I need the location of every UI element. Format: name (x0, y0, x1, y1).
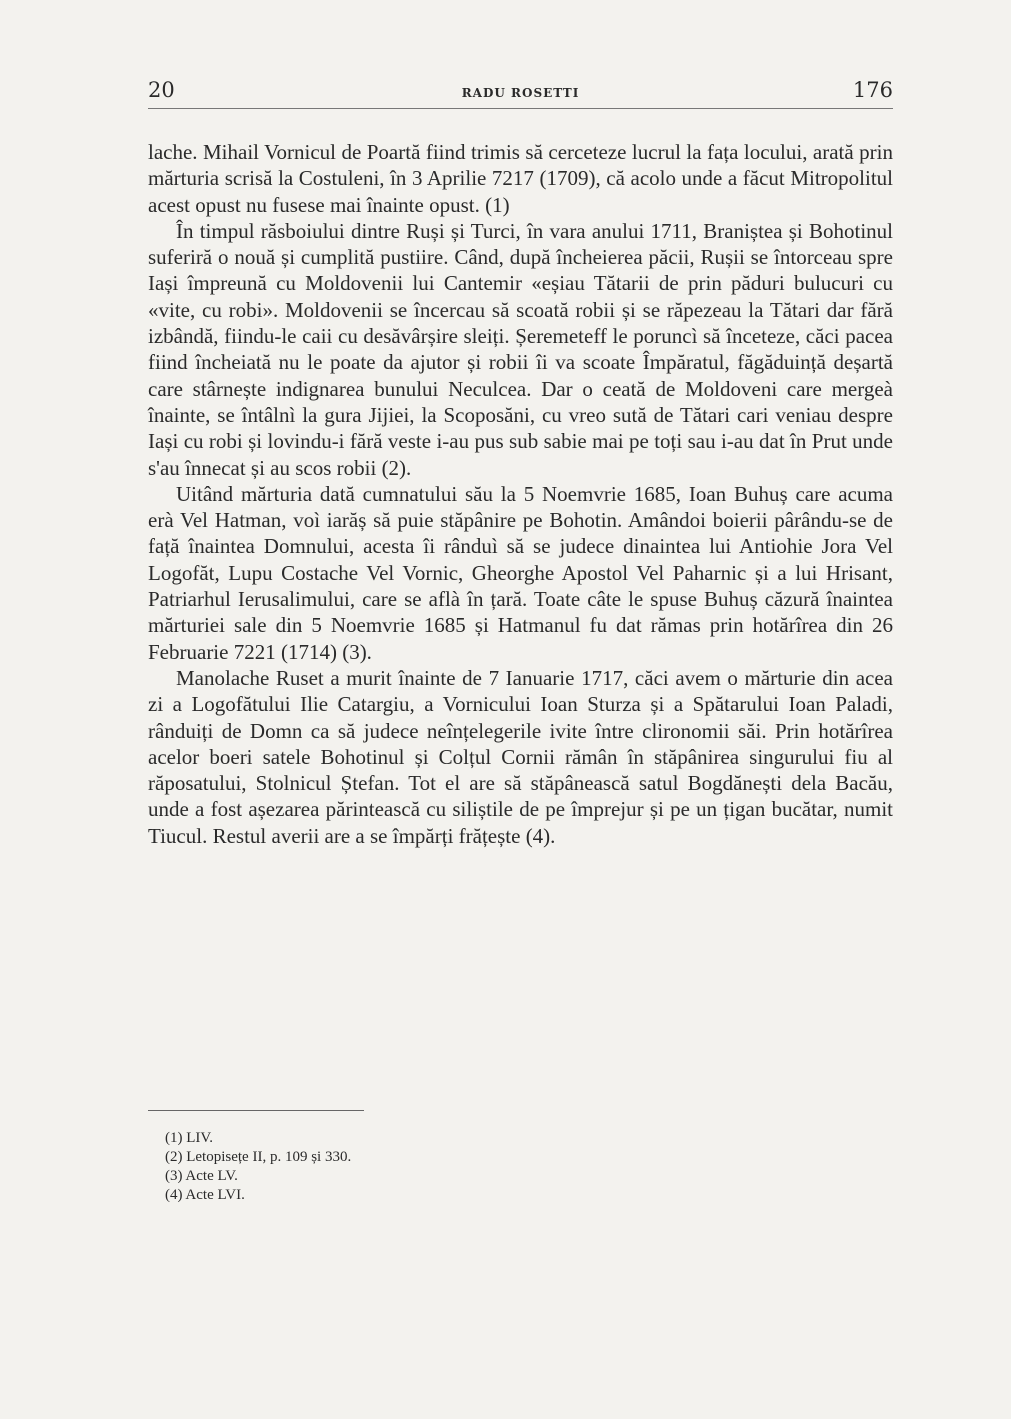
running-title: RADU ROSETTI (461, 86, 580, 100)
footnote-2: (2) Letopisețe II, p. 109 și 330. (165, 1149, 352, 1165)
footnote-1: (1) LIV. (165, 1130, 214, 1146)
page-number-left: 20 (148, 78, 175, 102)
paragraph-4: Manolache Ruset a murit înainte de 7 Ianuarie 1717, căci avem o mărturie din acea zi a Logofătului Ilie Catargiu, a Vornicului Ioan Sturza și a Spătarului Ioan Paladi, rânduiți de Domn ca să judece neînțelegerile ivite între clironomii săi. Prin hotărîrea acelor boeri satele Bohotinul și Colțul Cornii rămân în stăpânirea singurului fiu al răposatului, Stolnicul Ștefan. Tot el are să stăpânească satul Bogdănești dela Bacău, unde a fost așezarea părintească cu siliștile de pe împrejur și pe un țigan bucătar, numit Tiucul. Restul averii are a se împărți frățește (4). (148, 665, 893, 848)
footnotes (165, 1129, 865, 1205)
paragraph-3: Uitând mărturia dată cumnatului său la 5 Noemvrie 1685, Ioan Buhuș care acuma erà Vel Hatman, voì iarăș să puie stăpânire pe Bohotin. Amândoi boierii pârându-se de față înaintea Domnului, acesta îi rânduì să se judece dinaintea lui Antiohie Jora Vel Logofăt, Lupu Costache Vel Vornic, Gheorghe Apostol Vel Paharnic și a lui Hrisant, Patriarhul Ierusalimului, care se aflà în țară. Toate câte le spuse Buhuș căzură înaintea mărturiei sale din 5 Noemvrie 1685 și Hatmanul fu dat rămas prin hotărîrea din 26 Februarie 7221 (1714) (3). (148, 481, 893, 664)
paragraph-1: lache. Mihail Vornicul de Poartă fiind trimis să cerceteze lucrul la fața locului, arată prin mărturia scrisă la Costuleni, în 3 Aprilie 7217 (1709), că acolo unde a făcut Mitropolitul acest opust nu fusese mai înainte opust. (1) (148, 140, 893, 217)
footnote-3: (3) Acte LV. (165, 1168, 238, 1184)
running-header (148, 78, 893, 110)
body-text (148, 139, 893, 849)
page-number-right: 176 (852, 78, 893, 102)
paragraph-2: În timpul răsboiului dintre Ruși și Turci, în vara anului 1711, Braniștea și Bohotinul suferiră o nouă și cumplită pustiire. Când, după încheierea păcii, Rușii se întorceau spre Iași împreună cu Moldovenii lui Cantemir «eșiau Tătarii de prin păduri bulucuri cu «vite, cu robi». Moldovenii se încercau să scoată robii și se răpezeau la Tătari dar fără izbândă, fiindu-le caii cu desăvârșire sleiți. Șeremeteff le poruncì să înceteze, căci pacea fiind încheiată nu le poate da ajutor și robii îi va scoate Împăratul, făgăduință deșartă care stârnește indignarea bunului Neculcea. Dar o ceată de Moldoveni care mergeà înainte, se întâlnì la gura Jijiei, la Scoposăni, cu vreo sută de Tătari cari veniau despre Iași cu robi și lovindu-i fără veste i-au pus sub sabie mai pe toți sau i-au dat în Prut unde s'au înnecat și au scos robii (2). (148, 218, 893, 480)
header-rule (148, 108, 893, 109)
footnote-rule (148, 1110, 364, 1111)
footnote-4: (4) Acte LVI. (165, 1187, 245, 1203)
